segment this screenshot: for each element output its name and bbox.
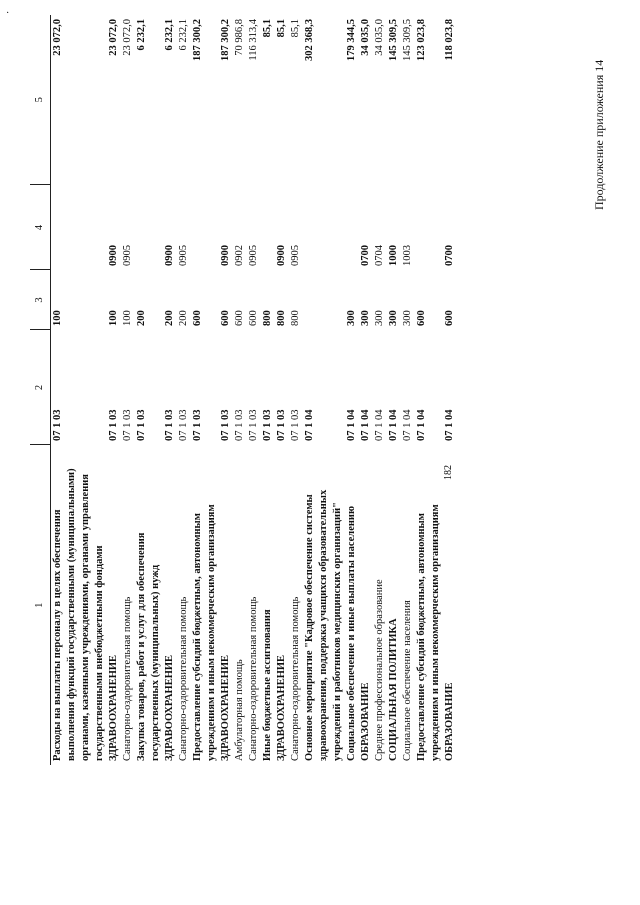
target-article-code: 07 1 04 bbox=[388, 409, 399, 441]
table-row bbox=[121, 15, 135, 765]
table-row bbox=[289, 15, 303, 765]
expense-type-code: 100 bbox=[108, 310, 119, 326]
section-code: 0905 bbox=[290, 245, 301, 266]
amount: 85,1 bbox=[276, 19, 287, 38]
amount: 6 232,1 bbox=[164, 19, 175, 51]
amount: 116 313,4 bbox=[248, 19, 259, 61]
expense-type-code: 600 bbox=[220, 310, 231, 326]
table-row bbox=[107, 15, 121, 765]
expense-type-code: 600 bbox=[416, 310, 427, 326]
target-article-code: 07 1 03 bbox=[248, 409, 259, 441]
section-code: 1003 bbox=[402, 245, 413, 266]
expense-type-code: 600 bbox=[444, 310, 455, 326]
target-article-code: 07 1 03 bbox=[164, 409, 175, 441]
section-code bbox=[415, 185, 443, 270]
row-name: Среднее профессиональное образование bbox=[374, 579, 385, 761]
row-name: ЗДРАВООХРАНЕНИЕ bbox=[164, 654, 175, 761]
expense-type-code: 800 bbox=[262, 310, 273, 326]
target-article-code: 07 1 03 bbox=[108, 409, 119, 441]
row-name: ЗДРАВООХРАНЕНИЕ bbox=[108, 654, 119, 761]
amount: 85,1 bbox=[290, 19, 301, 38]
section-code: 0700 bbox=[360, 245, 371, 266]
row-name: Амбулаторная помощь bbox=[234, 659, 245, 761]
row-name: Иные бюджетные ассигнования bbox=[262, 609, 273, 761]
table-row bbox=[219, 15, 233, 765]
row-name: Расходы на выплаты персоналу в целях обеспечения выполнения функций государственными (муниципальными) органами, казенными учреждениями, органами управления государственными внебюджетными фондами bbox=[52, 468, 105, 761]
expense-type-code: 600 bbox=[248, 310, 259, 326]
target-article-code: 07 1 04 bbox=[416, 409, 427, 441]
expense-type-code: 300 bbox=[402, 310, 413, 326]
table-row bbox=[233, 15, 247, 765]
amount: 6 232,1 bbox=[178, 19, 189, 51]
section-code: 0900 bbox=[108, 245, 119, 266]
row-name: ЗДРАВООХРАНЕНИЕ bbox=[276, 654, 287, 761]
amount: 187 300,2 bbox=[192, 19, 203, 61]
row-name: Предоставление субсидий бюджетным, автономным учреждениям и иным некоммерческим организациям bbox=[416, 504, 441, 761]
row-name: ЗДРАВООХРАНЕНИЕ bbox=[220, 654, 231, 761]
expense-type-code: 300 bbox=[346, 310, 357, 326]
section-code: 0905 bbox=[122, 245, 133, 266]
column-header: 5 bbox=[30, 15, 51, 185]
section-code bbox=[51, 185, 108, 270]
row-name: Санаторно-оздоровительная помощь bbox=[290, 596, 301, 761]
budget-table bbox=[30, 15, 457, 765]
section-code: 0900 bbox=[276, 245, 287, 266]
amount: 6 232,1 bbox=[136, 19, 147, 51]
table-row bbox=[247, 15, 261, 765]
expense-type-code: 800 bbox=[276, 310, 287, 326]
amount: 187 300,2 bbox=[220, 19, 231, 61]
section-code bbox=[135, 185, 163, 270]
table-body bbox=[30, 15, 457, 765]
target-article-code: 07 1 04 bbox=[346, 409, 357, 441]
section-code: 0900 bbox=[220, 245, 231, 266]
table-row bbox=[51, 15, 108, 765]
table-row bbox=[163, 15, 177, 765]
column-header: 3 bbox=[30, 270, 51, 330]
expense-type-code: 200 bbox=[164, 310, 175, 326]
amount: 118 023,8 bbox=[444, 19, 455, 61]
row-name: Социальное обеспечение и иные выплаты населению bbox=[346, 506, 357, 761]
target-article-code: 07 1 03 bbox=[192, 409, 203, 441]
section-code bbox=[345, 185, 359, 270]
target-article-code: 07 1 04 bbox=[402, 409, 413, 441]
section-code: 0905 bbox=[178, 245, 189, 266]
table-row bbox=[135, 15, 163, 765]
column-header: 1 bbox=[30, 445, 51, 765]
column-header: 4 bbox=[30, 185, 51, 270]
row-name: Санаторно-оздоровительная помощь bbox=[248, 596, 259, 761]
row-name: Санаторно-оздоровительная помощь bbox=[178, 596, 189, 761]
page-number: 182 bbox=[443, 465, 454, 480]
row-name: Социальное обеспечение населения bbox=[402, 600, 413, 761]
expense-type-code bbox=[303, 270, 345, 330]
amount: 145 309,5 bbox=[402, 19, 413, 61]
section-code bbox=[261, 185, 275, 270]
expense-type-code: 600 bbox=[192, 310, 203, 326]
target-article-code: 07 1 03 bbox=[276, 409, 287, 441]
target-article-code: 07 1 04 bbox=[444, 409, 455, 441]
table-row bbox=[177, 15, 191, 765]
amount: 23 072,0 bbox=[108, 19, 119, 56]
target-article-code: 07 1 03 bbox=[220, 409, 231, 441]
table-row bbox=[359, 15, 373, 765]
expense-type-code: 600 bbox=[234, 310, 245, 326]
section-code: 0902 bbox=[234, 245, 245, 266]
scan-mark: · bbox=[6, 8, 10, 19]
amount: 179 344,5 bbox=[346, 19, 357, 61]
section-code: 0700 bbox=[444, 245, 455, 266]
amount: 145 309,5 bbox=[388, 19, 399, 61]
row-name: СОЦИАЛЬНАЯ ПОЛИТИКА bbox=[388, 618, 399, 761]
amount: 23 072,0 bbox=[122, 19, 133, 56]
row-name: Закупка товаров, работ и услуг для обеспечения государственных (муниципальных) нужд bbox=[136, 532, 161, 761]
table-row bbox=[443, 15, 457, 765]
amount: 34 035,0 bbox=[374, 19, 385, 56]
target-article-code: 07 1 03 bbox=[52, 409, 63, 441]
section-code: 0905 bbox=[248, 245, 259, 266]
row-name: Предоставление субсидий бюджетным, автономным учреждениям и иным некоммерческим организациям bbox=[192, 504, 217, 761]
table-row bbox=[261, 15, 275, 765]
table-row bbox=[387, 15, 401, 765]
amount: 70 986,8 bbox=[234, 19, 245, 56]
table-row bbox=[345, 15, 359, 765]
column-header: 2 bbox=[30, 330, 51, 445]
expense-type-code: 100 bbox=[122, 310, 133, 326]
section-code bbox=[191, 185, 219, 270]
expense-type-code: 200 bbox=[136, 310, 147, 326]
target-article-code: 07 1 03 bbox=[262, 409, 273, 441]
appendix-label: Продолжение приложения 14 bbox=[592, 59, 606, 210]
target-article-code: 07 1 04 bbox=[374, 409, 385, 441]
expense-type-code: 200 bbox=[178, 310, 189, 326]
row-name: Санаторно-оздоровительная помощь bbox=[122, 596, 133, 761]
expense-type-code: 300 bbox=[388, 310, 399, 326]
row-name: Основное мероприятие "Кадровое обеспечение системы здравоохранения, поддержка учащихся образовательных учреждений и работников медицинских организаций" bbox=[304, 489, 343, 761]
table-row bbox=[275, 15, 289, 765]
amount: 34 035,0 bbox=[360, 19, 371, 56]
expense-type-code: 300 bbox=[360, 310, 371, 326]
amount: 85,1 bbox=[262, 19, 273, 38]
target-article-code: 07 1 03 bbox=[234, 409, 245, 441]
table-row bbox=[415, 15, 443, 765]
section-code: 1000 bbox=[388, 245, 399, 266]
expense-type-code: 300 bbox=[374, 310, 385, 326]
amount: 302 368,3 bbox=[304, 19, 315, 61]
amount: 123 023,8 bbox=[416, 19, 427, 61]
section-code: 0704 bbox=[374, 245, 385, 266]
expense-type-code: 800 bbox=[290, 310, 301, 326]
target-article-code: 07 1 03 bbox=[290, 409, 301, 441]
table-row bbox=[401, 15, 415, 765]
target-article-code: 07 1 03 bbox=[136, 409, 147, 441]
header-row bbox=[30, 15, 51, 765]
expense-type-code: 100 bbox=[52, 310, 63, 326]
amount: 23 072,0 bbox=[52, 19, 63, 56]
table-row bbox=[303, 15, 345, 765]
table-row bbox=[373, 15, 387, 765]
section-code bbox=[303, 185, 345, 270]
section-code: 0900 bbox=[164, 245, 175, 266]
target-article-code: 07 1 04 bbox=[304, 409, 315, 441]
row-name: ОБРАЗОВАНИЕ bbox=[444, 682, 455, 761]
target-article-code: 07 1 03 bbox=[178, 409, 189, 441]
table-row bbox=[191, 15, 219, 765]
target-article-code: 07 1 03 bbox=[122, 409, 133, 441]
target-article-code: 07 1 04 bbox=[360, 409, 371, 441]
row-name: ОБРАЗОВАНИЕ bbox=[360, 682, 371, 761]
